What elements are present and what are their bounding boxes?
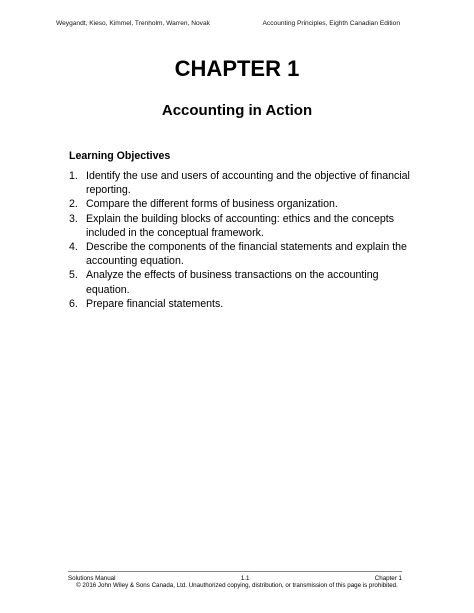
learning-objective-item	[69, 169, 414, 197]
learning-objectives-section	[69, 150, 414, 311]
objective-text: Identify the use and users of accounting and the objective of financial reporting.	[86, 170, 410, 197]
objective-text: Describe the components of the financial statements and explain the accounting equation.	[86, 241, 407, 268]
page-header	[56, 20, 400, 27]
footer-manual-label: Solutions Manual	[68, 575, 116, 582]
learning-objective-item	[69, 212, 414, 240]
header-book-title: Accounting Principles, Eighth Canadian Edition	[262, 20, 400, 27]
page-footer	[68, 575, 402, 582]
learning-objective-item	[69, 197, 414, 211]
header-authors: Weygandt, Kieso, Kimmel, Trenholm, Warren, Novak	[56, 20, 210, 27]
objective-number: 2.	[69, 198, 78, 211]
objective-number: 4.	[69, 241, 78, 254]
footer-copyright: © 2016 John Wiley & Sons Canada, Ltd. Unauthorized copying, distribution, or transmission of this page is prohibited.	[76, 582, 398, 589]
objective-text: Compare the different forms of business organization.	[86, 198, 338, 211]
objective-number: 6.	[69, 297, 78, 310]
learning-objectives-list	[69, 169, 414, 311]
objective-text: Explain the building blocks of accounting: ethics and the concepts included in the conceptual framework.	[86, 212, 395, 239]
learning-objective-item	[69, 268, 414, 296]
chapter-title: CHAPTER 1	[174, 56, 300, 81]
objective-text: Prepare financial statements.	[86, 297, 224, 310]
objective-number: 5.	[69, 269, 78, 282]
objective-number: 1.	[69, 170, 78, 182]
learning-objective-item	[69, 240, 414, 268]
chapter-subtitle: Accounting in Action	[161, 102, 313, 119]
objective-number: 3.	[69, 212, 78, 225]
learning-objective-item	[69, 297, 414, 311]
footer-divider	[68, 571, 402, 572]
learning-objectives-heading: Learning Objectives	[69, 150, 171, 162]
objective-text: Analyze the effects of business transactions on the accounting equation.	[86, 269, 379, 296]
footer-page-number: 1.1	[240, 575, 250, 582]
footer-chapter-label: Chapter 1	[374, 575, 402, 582]
